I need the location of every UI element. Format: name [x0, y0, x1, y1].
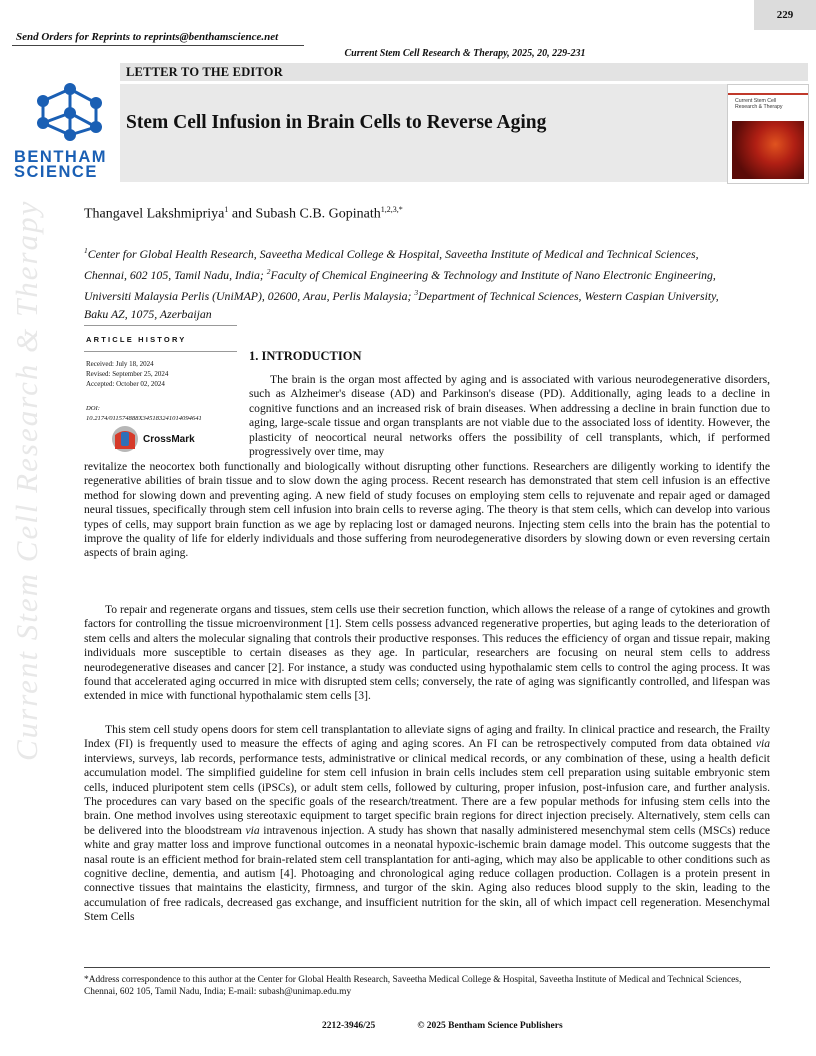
paragraph-3: This stem cell study opens doors for stem cell transplantation to alleviate signs of aging and frailty. In clinical practice and research, the Frailty Index (FI) is frequently used to measure the effects of aging and aging scores. An FI can be retrospectively computed from data obtained via interviews, surveys, lab records, performance tests, administrative or clinical medical records, or any combination of these, using a health deficit accumulation model. The simplified guideline for stem cell infusion in brain cells includes stem cell preparation using suitable embryonic stem cells, induced pluripotent stem cells (iPSCs), or adult stem cells, followed by culturing, proper infusion, post-infusion care, and further analysis. The procedures can vary based on the specific goals of the research/treatment. There are a few popular methods for infusing stem cells into the brain. One method involves using stereotaxic equipment to target specific brain regions for direct injection precisely. Alternatively, stem cells can be delivered into the bloodstream via intravenous injection. A study has shown that nasally administered mesenchymal stem cells (MSCs) reduce white and gray matter loss and improve functional outcomes in a neonatal hypoxic-ischemic brain damage model. This outcome suggests that the nasal route is an efficient method for brain-related stem cell transplantation for anti-aging, which may also be applicable to other conditions such as cognitive decline, dementia, and autism [4]. Photoaging and chronological aging reduce collagen production. Collagen is a protein present in connective tissues that maintains the elasticity, firmness, and turgor of the skin. Aging also reduces blood supply to the skin, leading to the accumulation of free radicals, decreased gas exchange, and insufficient nutrition for the skin, all of which impact cell regeneration. Mesenchymal Stem Cells	[84, 723, 770, 924]
journal-citation: Current Stem Cell Research & Therapy, 2025, 20, 229-231	[344, 48, 586, 59]
correspondence-footnote: *Address correspondence to this author at the Center for Global Health Research, Saveetha Medical College & Hospital, Saveetha Institute of Medical and Technical Sciences, Chennai, 602 105, Tamil Nadu, India; E-mail: subash@unimap.edu.my	[84, 975, 742, 997]
paragraph-1-part-1: The brain is the organ most affected by aging and is associated with various neurodegenerative disorders, such as Alzheimer's disease (AD) and Parkinson's disease (PD). Additionally, aging leads to a decline in cognitive functions and an increased risk of brain diseases. When addressing a decline in brain function due to aging, large-scale tissue and organ transplants are not viable due to the associated loss of identity. However, the plasticity of neocortical neural networks offers the possibility of cell transplants, which, if performed progressively over time, may	[249, 373, 770, 459]
issn: 2212-3946/25	[322, 1021, 376, 1031]
crossmark-icon	[110, 425, 140, 453]
page-number: 229	[754, 0, 816, 30]
revised-date: Revised: September 25, 2024	[86, 370, 169, 378]
page-footer	[322, 1021, 563, 1031]
section-label: LETTER TO THE EDITOR	[126, 65, 283, 79]
section-heading: 1. INTRODUCTION	[249, 349, 362, 363]
title-bar	[120, 84, 808, 182]
cover-strip	[728, 93, 808, 95]
reprints-notice: Send Orders for Reprints to reprints@benthamscience.net	[16, 31, 279, 43]
article-title: Stem Cell Infusion in Brain Cells to Reverse Aging	[126, 112, 547, 133]
cover-image	[732, 121, 804, 179]
paragraph-2: To repair and regenerate organs and tissues, stem cells use their secretion function, which allows the release of a range of cytokines and growth factors for controlling the tissue microenvironment [1]. Stem cells possess advanced regenerative properties, but aging leads to the deterioration of stem cells and alters the molecular signaling that controls their productive responses. This reduces the efficiency of organ and tissue repair, making individuals more susceptible to certain diseases as they age. In particular, researchers are focusing on neural stem cells to address neurodegenerative diseases and cancer [2]. For instance, a study was conducted using hypothalamic stem cells to control the aging process. It was found that accelerated aging occurred in mice with disrupted stem cells; conversely, the rate of aging was significantly controlled, and lifespan was extended in mice with functional hypothalamic stem cells [3].	[84, 603, 770, 703]
received-date: Received: July 18, 2024	[86, 360, 154, 368]
cover-title: Current Stem Cell Research & Therapy	[735, 98, 783, 110]
vertical-journal-watermark: Current Stem Cell Research & Therapy	[9, 199, 44, 761]
divider	[84, 325, 237, 326]
section-label-bar	[120, 63, 808, 81]
affiliations: $^1$Center for Global Health Research, Saveetha Medical College & Hospital, Saveetha Institute of Medical and Technical Sciences, Chennai, 602 105, Tamil Nadu, India; $^2$Faculty of Chemical Engineering & Technology and Institute of Nano Electronic Engineering, Universiti Malaysia Perlis (UniMAP), 02600, Arau, Perlis Malaysia; $^3$Department of Technical Sciences, Western Caspian University, Baku AZ, 1075, Azerbaijan	[84, 246, 719, 322]
author-list: Thangavel Lakshmipriya$^1$ and Subash C.B. Gopinath$^{1,2,3,*}$	[84, 205, 403, 222]
divider	[84, 351, 237, 352]
article-history-title: ARTICLE HISTORY	[86, 335, 187, 344]
divider	[12, 45, 304, 46]
paragraph-1-part-2: revitalize the neocortex both functionally and biologically without disrupting other functions. Researchers are diligently working to identify the regenerative abilities of brain tissue and to slow down the aging process. Recent research has demonstrated that stem cell infusion is an effective method for slowing down and preventing aging. A new field of study focuses on employing stem cells to rejuvenate and repair aged or damaged neural tissues, specifically through stem cell infusion into brain cells to reverse aging. The theory is that stem cells, which can develop into various types of cells, may support brain function as we age by replacing lost or damaged neurons. Injecting stem cells into the brain has the potential to improve the quality of life for elderly individuals and those suffering from neurodegenerative disorders by slowing down or even reversing certain aspects of brain aging.	[84, 460, 770, 560]
doi-label: DOI:	[86, 405, 100, 412]
copyright: © 2025 Bentham Science Publishers	[417, 1021, 563, 1031]
doi-block	[86, 404, 202, 423]
crossmark-label: CrossMark	[143, 434, 195, 445]
crossmark-badge[interactable]	[110, 425, 230, 453]
divider	[84, 967, 770, 968]
doi-link[interactable]: 10.2174/011574888X345183241014094641	[86, 414, 202, 422]
journal-cover-thumbnail	[727, 84, 809, 184]
accepted-date: Accepted: October 02, 2024	[86, 380, 165, 388]
publisher-logo-text: BENTHAM SCIENCE	[14, 148, 107, 181]
article-history-dates	[86, 359, 168, 389]
